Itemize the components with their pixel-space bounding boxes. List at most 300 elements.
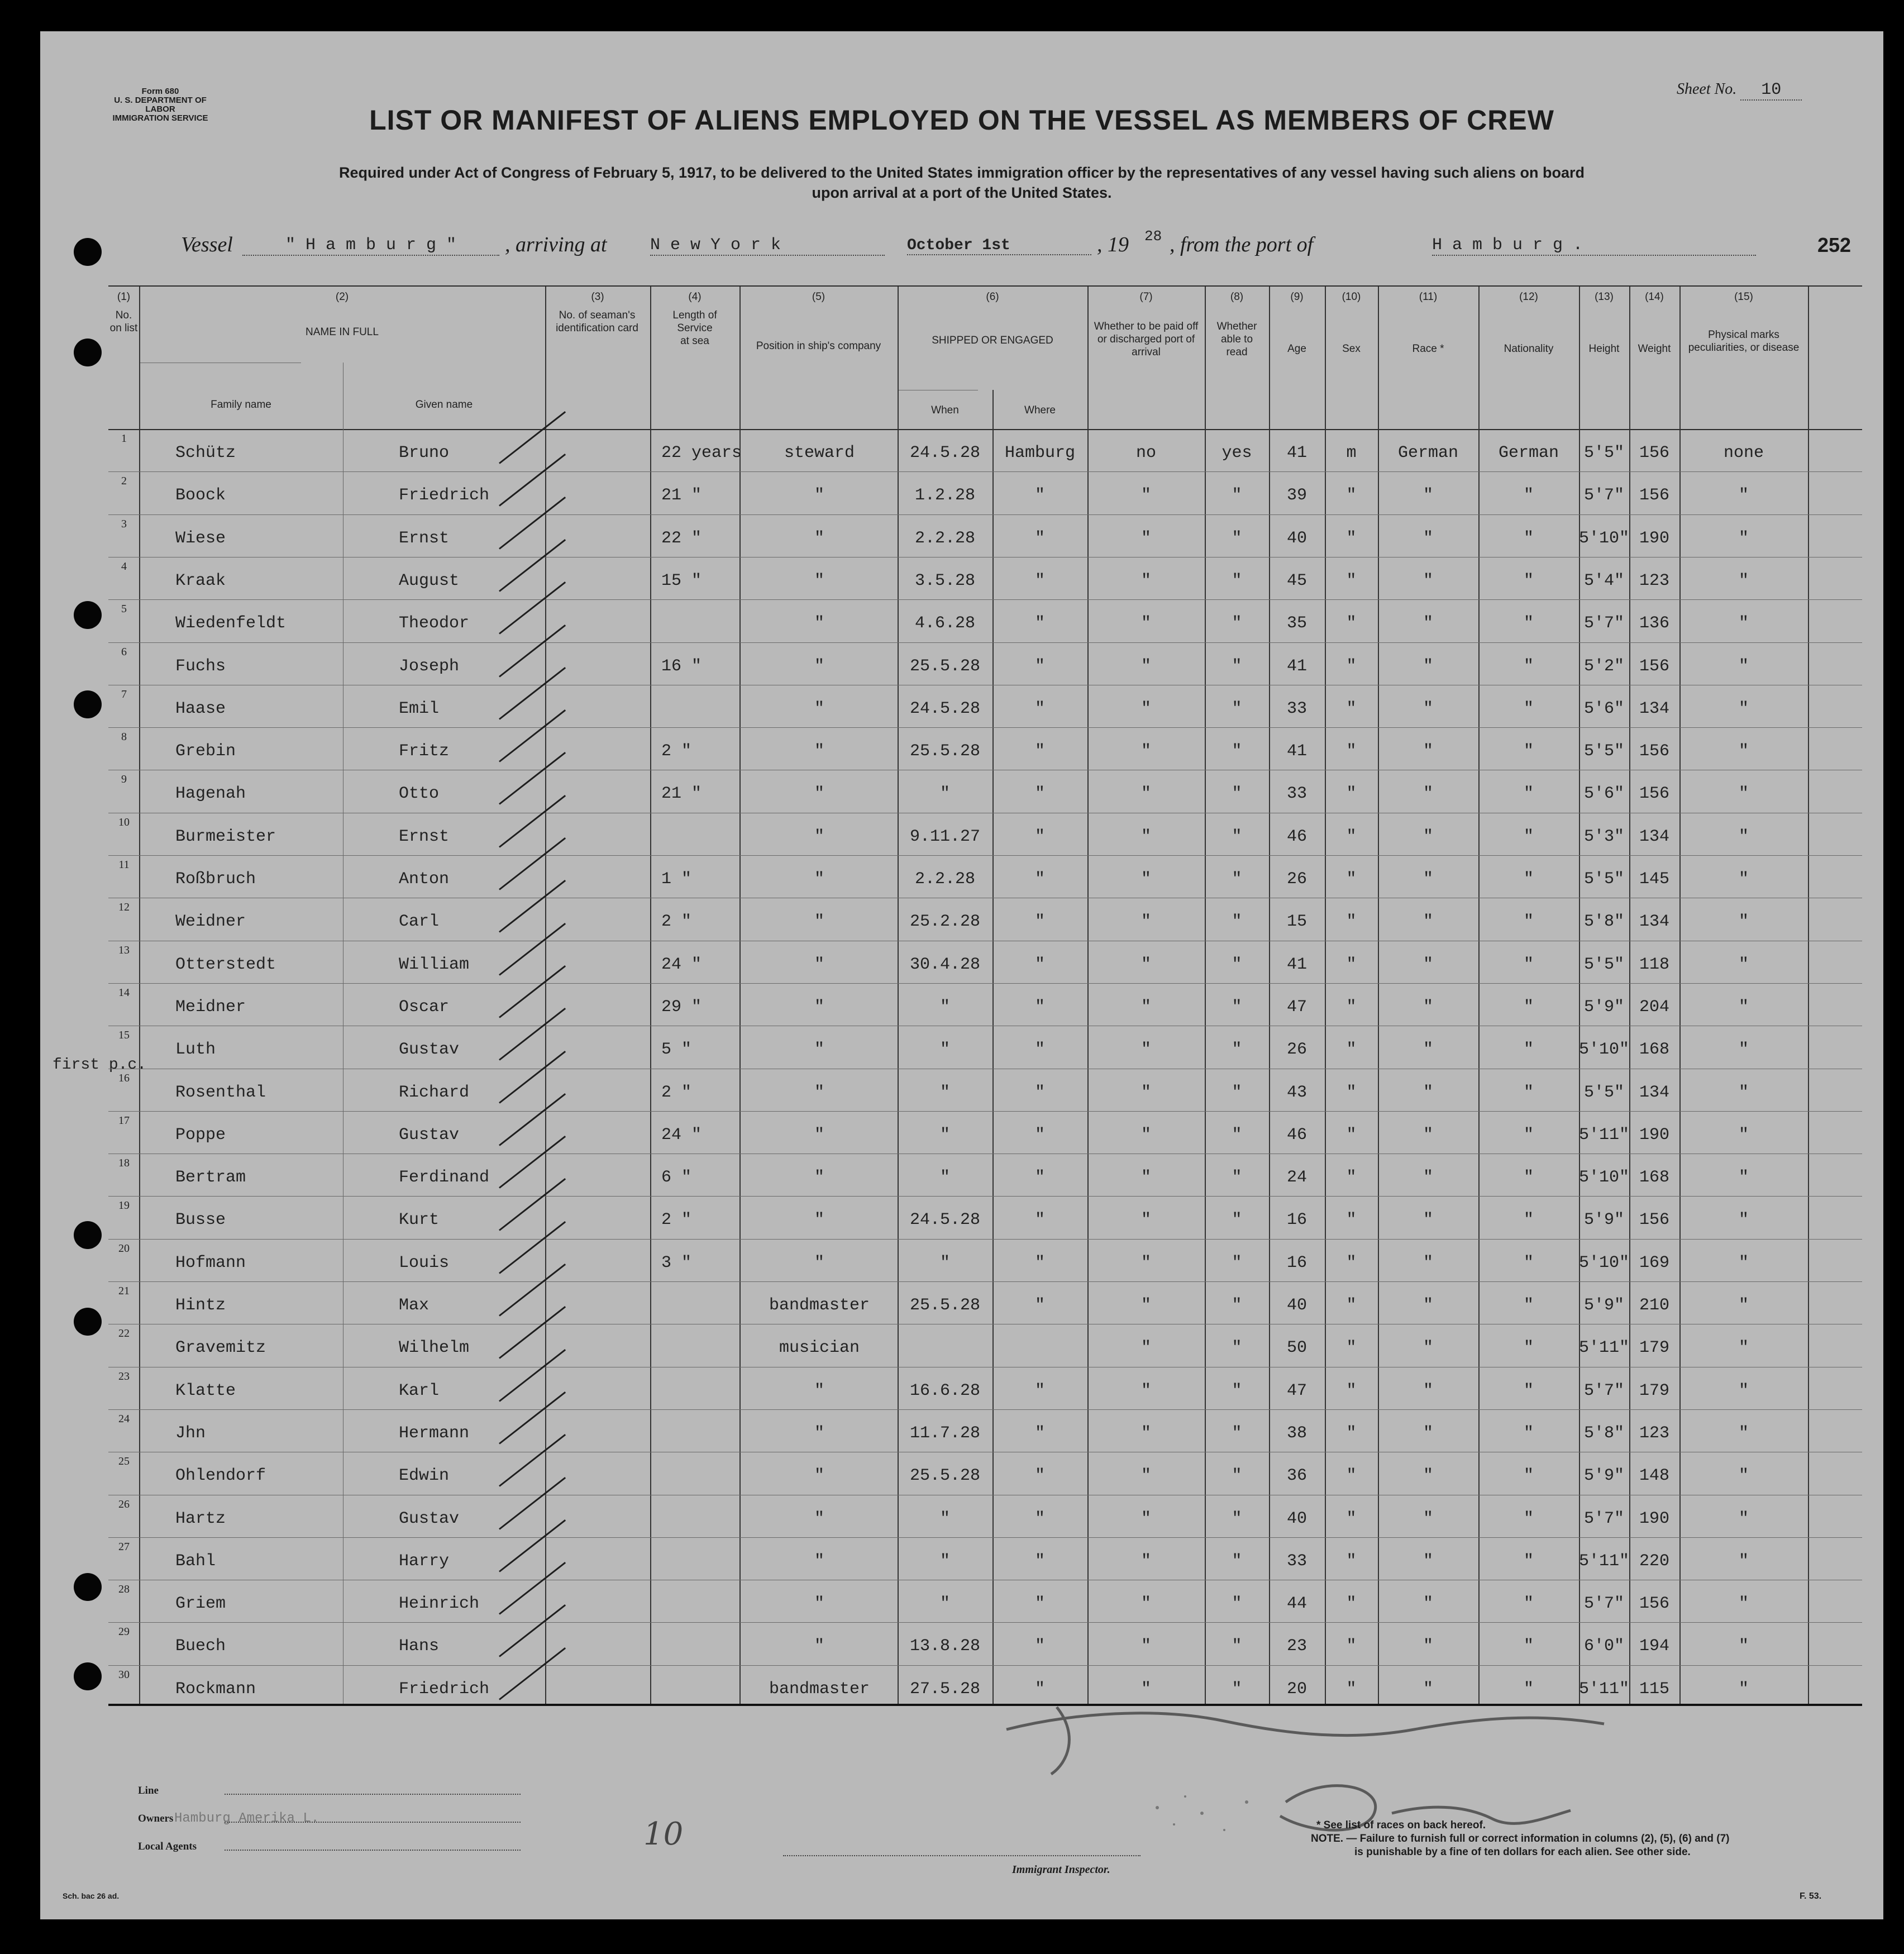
cell-read: " (1232, 1040, 1242, 1060)
col13-header: Height (1588, 343, 1620, 355)
cell-position: " (814, 870, 824, 889)
cell-where: " (1034, 1210, 1045, 1230)
cell-nationality: " (1523, 997, 1534, 1017)
cell-nationality: " (1523, 1551, 1534, 1571)
col6-header: SHIPPED OR ENGAGED (932, 335, 1053, 346)
cell-age: 20 (1286, 1679, 1307, 1699)
from-port-label: , from the port of (1170, 233, 1314, 256)
table-row (108, 813, 1808, 855)
cell-read: " (1232, 1423, 1242, 1443)
arrival-year: 28 (1144, 228, 1162, 245)
cell-where: " (1034, 1509, 1045, 1528)
row-number: 30 (118, 1668, 130, 1681)
col4-header: Length of Service at sea (672, 309, 717, 347)
cell-race: " (1423, 955, 1433, 974)
cell-given: Hans (399, 1637, 440, 1656)
cell-given: Gustav (399, 1509, 460, 1528)
punch-hole (74, 1662, 102, 1690)
row-number: 2 (121, 475, 127, 488)
cell-age: 16 (1286, 1253, 1307, 1273)
cell-nationality: " (1523, 1338, 1534, 1358)
cell-sex: " (1346, 997, 1357, 1017)
cell-read: " (1232, 742, 1242, 761)
cell-service: 2 " (661, 912, 692, 932)
cell-given: Gustav (399, 1040, 460, 1060)
cell-weight: 134 (1639, 1083, 1669, 1102)
cell-service: 5 " (661, 1040, 692, 1060)
cell-nationality: " (1523, 912, 1534, 932)
table-row (108, 1495, 1808, 1537)
cell-nationality: " (1523, 1125, 1534, 1145)
cell-nationality: " (1523, 1381, 1534, 1400)
cell-family: Rosenthal (175, 1083, 266, 1102)
table-row (108, 983, 1808, 1026)
cell-where: " (1034, 912, 1045, 932)
cell-nationality: " (1523, 1594, 1534, 1614)
table-row (108, 471, 1808, 514)
cell-position: " (814, 699, 824, 718)
column-divider (1808, 287, 1809, 1704)
cell-height: 5'7" (1583, 1594, 1624, 1614)
cell-when: 2.2.28 (914, 870, 976, 889)
cell-weight: 115 (1639, 1679, 1669, 1699)
cell-paid: " (1141, 1551, 1151, 1571)
cell-family: Wiedenfeldt (175, 614, 287, 633)
cell-nationality: " (1523, 1509, 1534, 1528)
cell-read: " (1232, 486, 1242, 506)
cell-when: " (939, 1040, 950, 1060)
col5-header: Position in ship's company (756, 340, 881, 352)
punch-hole (74, 690, 102, 718)
cell-paid: " (1141, 1083, 1151, 1102)
table-row (108, 514, 1808, 557)
col13-number: (13) (1595, 291, 1614, 303)
col14-number: (14) (1645, 291, 1664, 303)
cell-position: " (814, 1253, 824, 1273)
table-row (108, 599, 1808, 642)
cell-sex: " (1346, 528, 1357, 548)
cell-weight: 179 (1639, 1338, 1669, 1358)
cell-family: Klatte (175, 1381, 236, 1400)
cell-read: " (1232, 614, 1242, 633)
footer-left (138, 1777, 319, 1861)
cell-age: 35 (1286, 614, 1307, 633)
cell-race: " (1423, 784, 1433, 804)
cell-nationality: " (1523, 1210, 1534, 1230)
cell-race: " (1423, 1381, 1433, 1400)
form-code: F. 53. (1800, 1891, 1822, 1901)
cell-marks: " (1738, 1168, 1749, 1188)
cell-where: " (1034, 486, 1045, 506)
cell-paid: " (1141, 1381, 1151, 1400)
col1-header: No. on list (109, 309, 138, 334)
table-row (108, 1239, 1808, 1281)
cell-weight: 169 (1639, 1253, 1669, 1273)
cell-where: " (1034, 528, 1045, 548)
cell-race: " (1423, 1551, 1433, 1571)
cell-read: " (1232, 1381, 1242, 1400)
cell-where: " (1034, 870, 1045, 889)
cell-race: " (1423, 1338, 1433, 1358)
col14-header: Weight (1638, 343, 1671, 355)
cell-age: 47 (1286, 1381, 1307, 1400)
col9-header: Age (1287, 343, 1306, 355)
row-number: 29 (118, 1626, 130, 1638)
table-row (108, 1196, 1808, 1238)
cell-marks: " (1738, 1296, 1749, 1315)
cell-sex: " (1346, 1338, 1357, 1358)
cell-nationality: German (1498, 444, 1559, 463)
col4-number: (4) (688, 291, 702, 303)
cell-height: 5'9" (1583, 1296, 1624, 1315)
cell-given: Kurt (399, 1210, 440, 1230)
cell-position: " (814, 997, 824, 1017)
cell-age: 15 (1286, 912, 1307, 932)
row-number: 17 (118, 1114, 130, 1127)
cell-read: " (1232, 1125, 1242, 1145)
row-number: 4 (121, 560, 127, 573)
row-number: 5 (121, 603, 127, 616)
cell-height: 5'5" (1583, 955, 1624, 974)
cell-paid: " (1141, 614, 1151, 633)
cell-family: Haase (175, 699, 226, 718)
cell-read: " (1232, 997, 1242, 1017)
punch-hole (74, 601, 102, 629)
table-row (108, 1281, 1808, 1324)
col5-number: (5) (812, 291, 825, 303)
cell-nationality: " (1523, 1679, 1534, 1699)
cell-paid: " (1141, 955, 1151, 974)
cell-where: " (1034, 1296, 1045, 1315)
cell-where: " (1034, 955, 1045, 974)
cell-height: 5'4" (1583, 571, 1624, 590)
cell-race: " (1423, 528, 1433, 548)
cell-when: 25.2.28 (909, 912, 981, 932)
table-row (108, 642, 1808, 685)
cell-service: 2 " (661, 1083, 692, 1102)
cell-when: 25.5.28 (909, 742, 981, 761)
cell-marks: " (1738, 528, 1749, 548)
col2b-header: Given name (415, 399, 473, 411)
cell-nationality: " (1523, 571, 1534, 590)
cell-family: Meidner (175, 997, 246, 1017)
cell-where: " (1034, 1168, 1045, 1188)
cell-marks: " (1738, 486, 1749, 506)
cell-age: 40 (1286, 1509, 1307, 1528)
cell-family: Hofmann (175, 1253, 246, 1273)
fine-note-1: NOTE. — Failure to furnish full or correct information in columns (2), (5), (6) and (7) (1311, 1833, 1730, 1845)
cell-sex: " (1346, 1551, 1357, 1571)
row-number: 14 (118, 986, 130, 999)
row-number: 18 (118, 1157, 130, 1170)
row-number: 15 (118, 1029, 130, 1042)
cell-where: " (1034, 1423, 1045, 1443)
cell-position: " (814, 1125, 824, 1145)
cell-read: " (1232, 656, 1242, 676)
cell-when: 4.6.28 (914, 614, 976, 633)
cell-position: " (814, 1594, 824, 1614)
cell-race: " (1423, 1125, 1433, 1145)
cell-weight: 156 (1639, 486, 1669, 506)
cell-position: " (814, 486, 824, 506)
cell-nationality: " (1523, 784, 1534, 804)
cell-marks: " (1738, 1637, 1749, 1656)
row-number: 23 (118, 1370, 130, 1383)
cell-age: 33 (1286, 699, 1307, 718)
cell-marks: " (1738, 870, 1749, 889)
cell-position: bandmaster (769, 1679, 870, 1699)
cell-age: 26 (1286, 1040, 1307, 1060)
cell-marks: " (1738, 656, 1749, 676)
cell-weight: 168 (1639, 1168, 1669, 1188)
col7-number: (7) (1139, 291, 1153, 303)
cell-when: 27.5.28 (909, 1679, 981, 1699)
cell-sex: " (1346, 1040, 1357, 1060)
col11-number: (11) (1419, 291, 1438, 303)
table-row (108, 770, 1808, 812)
cell-age: 33 (1286, 784, 1307, 804)
cell-family: Buech (175, 1637, 226, 1656)
cell-weight: 134 (1639, 912, 1669, 932)
cell-where: " (1034, 1381, 1045, 1400)
cell-race: " (1423, 656, 1433, 676)
cell-marks: " (1738, 1423, 1749, 1443)
cell-family: Hartz (175, 1509, 226, 1528)
cell-given: Anton (399, 870, 450, 889)
table-row (108, 898, 1808, 940)
cell-weight: 190 (1639, 528, 1669, 548)
cell-given: Oscar (399, 997, 450, 1017)
cell-marks: " (1738, 827, 1749, 846)
cell-service: 22 years (661, 444, 742, 463)
cell-read: " (1232, 1253, 1242, 1273)
cell-weight: 156 (1639, 444, 1669, 463)
cell-sex: " (1346, 1637, 1357, 1656)
cell-nationality: " (1523, 486, 1534, 506)
row-number: 1 (121, 432, 127, 445)
cell-sex: " (1346, 1594, 1357, 1614)
cell-when: 9.11.27 (909, 827, 981, 846)
cell-when: " (939, 1083, 950, 1102)
cell-when: 30.4.28 (909, 955, 981, 974)
row-number: 21 (118, 1285, 130, 1297)
cell-age: 33 (1286, 1551, 1307, 1571)
cell-where: " (1034, 1253, 1045, 1273)
races-note: * See list of races on back hereof. (1316, 1819, 1486, 1831)
row-number: 9 (121, 773, 127, 786)
cell-family: Poppe (175, 1125, 226, 1145)
cell-height: 5'11" (1579, 1551, 1630, 1571)
cell-paid: " (1141, 1679, 1151, 1699)
sheet-number-block (1677, 80, 1802, 101)
cell-where: " (1034, 827, 1045, 846)
cell-nationality: " (1523, 1466, 1534, 1486)
cell-marks: " (1738, 1210, 1749, 1230)
cell-race: " (1423, 1423, 1433, 1443)
cell-sex: " (1346, 1253, 1357, 1273)
cell-sex: " (1346, 656, 1357, 676)
cell-height: 5'8" (1583, 1423, 1624, 1443)
cell-family: Hagenah (175, 784, 246, 804)
cell-nationality: " (1523, 1423, 1534, 1443)
subtitle-line-2: upon arrival at a port of the United States. (812, 184, 1112, 201)
cell-where: " (1034, 571, 1045, 590)
cell-height: 5'10" (1579, 1253, 1630, 1273)
cell-marks: " (1738, 1594, 1749, 1614)
table-row (108, 1622, 1808, 1665)
cell-read: " (1232, 1637, 1242, 1656)
cell-paid: " (1141, 699, 1151, 718)
cell-weight: 194 (1639, 1637, 1669, 1656)
cell-height: 5'7" (1583, 614, 1624, 633)
table-row (108, 1154, 1808, 1196)
cell-when: " (939, 997, 950, 1017)
cell-position: steward (784, 444, 855, 463)
table-row (108, 1026, 1808, 1068)
vessel-label: Vessel (181, 233, 233, 256)
punch-hole (74, 1308, 102, 1336)
arrival-date: October 1st (907, 237, 1091, 255)
cell-read: " (1232, 870, 1242, 889)
cell-nationality: " (1523, 742, 1534, 761)
cell-race: " (1423, 912, 1433, 932)
col3-number: (3) (591, 291, 604, 303)
cell-given: Otto (399, 784, 440, 804)
cell-height: 5'3" (1583, 827, 1624, 846)
cell-family: Grebin (175, 742, 236, 761)
cell-family: Burmeister (175, 827, 276, 846)
cell-service: 15 " (661, 571, 702, 590)
row-number: 6 (121, 645, 127, 658)
cell-sex: " (1346, 1381, 1357, 1400)
row-number: 12 (118, 901, 130, 914)
row-number: 28 (118, 1583, 130, 1596)
cell-paid: " (1141, 1423, 1151, 1443)
cell-weight: 156 (1639, 1210, 1669, 1230)
cell-position: " (814, 656, 824, 676)
cell-family: Boock (175, 486, 226, 506)
cell-race: " (1423, 827, 1433, 846)
cell-paid: " (1141, 912, 1151, 932)
cell-age: 41 (1286, 742, 1307, 761)
cell-weight: 156 (1639, 656, 1669, 676)
cell-where: " (1034, 656, 1045, 676)
col11-header: Race * (1412, 343, 1444, 355)
row-number: 7 (121, 688, 127, 700)
cell-height: 5'5" (1583, 870, 1624, 889)
footer-lines (225, 1794, 521, 1851)
cell-marks: " (1738, 1040, 1749, 1060)
cell-marks: " (1738, 571, 1749, 590)
punch-hole (74, 339, 102, 366)
cell-when: 24.5.28 (909, 1210, 981, 1230)
cell-family: Jhn (175, 1423, 206, 1443)
cell-marks: " (1738, 1466, 1749, 1486)
cell-when: 25.5.28 (909, 1296, 981, 1315)
cell-read: yes (1221, 444, 1252, 463)
row-number: 19 (118, 1199, 130, 1212)
cell-service: 16 " (661, 656, 702, 676)
cell-marks: " (1738, 1083, 1749, 1102)
cell-read: " (1232, 571, 1242, 590)
cell-weight: 220 (1639, 1551, 1669, 1571)
cell-position: " (814, 571, 824, 590)
cell-sex: " (1346, 1210, 1357, 1230)
cell-read: " (1232, 699, 1242, 718)
cell-marks: " (1738, 1338, 1749, 1358)
cell-paid: " (1141, 1210, 1151, 1230)
cell-height: 5'9" (1583, 997, 1624, 1017)
cell-paid: " (1141, 1125, 1151, 1145)
cell-age: 41 (1286, 656, 1307, 676)
cell-family: Luth (175, 1040, 216, 1060)
table-row (108, 557, 1808, 599)
cell-paid: " (1141, 1637, 1151, 1656)
cell-read: " (1232, 827, 1242, 846)
table-row (108, 941, 1808, 983)
table-row (108, 1111, 1808, 1154)
col12-number: (12) (1519, 291, 1538, 303)
sheet-number: 10 (1740, 80, 1802, 101)
cell-weight: 168 (1639, 1040, 1669, 1060)
punch-hole (74, 238, 102, 266)
cell-sex: " (1346, 614, 1357, 633)
table-row (108, 1409, 1808, 1452)
cell-race: " (1423, 486, 1433, 506)
cell-family: Bertram (175, 1168, 246, 1188)
cell-weight: 136 (1639, 614, 1669, 633)
cell-given: Richard (399, 1083, 470, 1102)
row-number: 11 (118, 859, 130, 871)
cell-nationality: " (1523, 1253, 1534, 1273)
cell-read: " (1232, 1594, 1242, 1614)
cell-race: " (1423, 1168, 1433, 1188)
col1-number: (1) (117, 291, 131, 303)
cell-read: " (1232, 528, 1242, 548)
cell-height: 5'6" (1583, 784, 1624, 804)
row-number: 24 (118, 1412, 130, 1425)
cell-height: 5'9" (1583, 1210, 1624, 1230)
col15-number: (15) (1734, 291, 1753, 303)
cell-given: August (399, 571, 460, 590)
cell-given: Ferdinand (399, 1168, 490, 1188)
punch-hole (74, 1573, 102, 1601)
cell-height: 5'10" (1579, 1040, 1630, 1060)
cell-family: Gravemitz (175, 1338, 266, 1358)
cell-family: Kraak (175, 571, 226, 590)
cell-marks: " (1738, 1125, 1749, 1145)
cell-where: " (1034, 1679, 1045, 1699)
cell-nationality: " (1523, 656, 1534, 676)
row-number: 25 (118, 1455, 130, 1468)
cell-paid: no (1135, 444, 1156, 463)
table-row (108, 1537, 1808, 1580)
row-number: 8 (121, 731, 127, 744)
table-row (108, 1069, 1808, 1111)
cell-race: " (1423, 742, 1433, 761)
cell-race: German (1397, 444, 1459, 463)
cell-when: 16.6.28 (909, 1381, 981, 1400)
cell-position: " (814, 1210, 824, 1230)
cell-read: " (1232, 1338, 1242, 1358)
cell-race: " (1423, 1210, 1433, 1230)
cell-height: 5'5" (1583, 444, 1624, 463)
cell-race: " (1423, 1466, 1433, 1486)
cell-paid: " (1141, 1466, 1151, 1486)
cell-when: 24.5.28 (909, 444, 981, 463)
cell-height: 6'0" (1583, 1637, 1624, 1656)
sheet-label: Sheet No. (1677, 80, 1737, 98)
